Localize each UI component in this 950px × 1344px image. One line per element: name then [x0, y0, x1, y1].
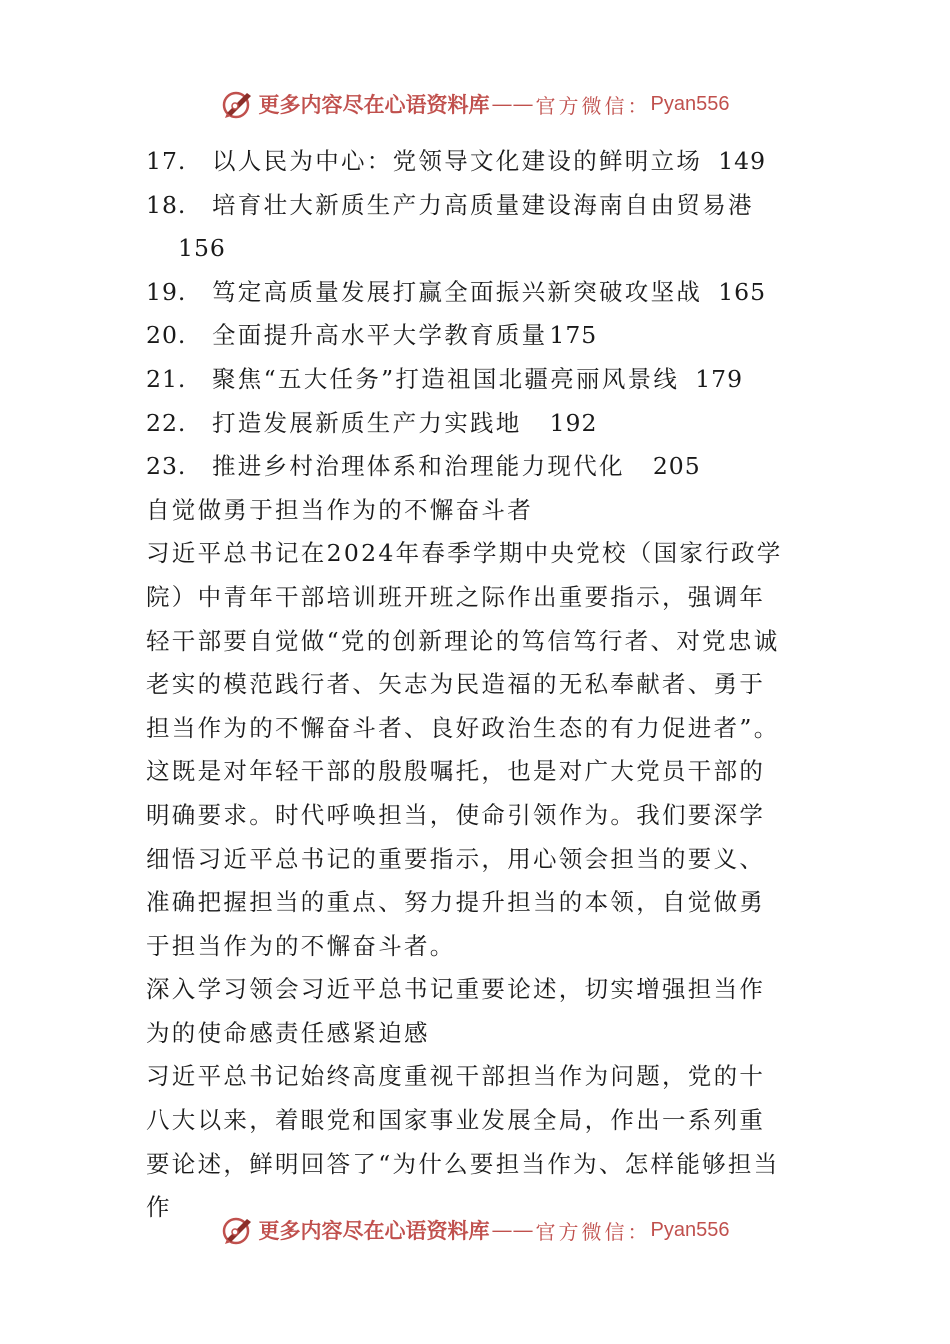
toc-page: 149 — [718, 147, 767, 175]
banner-dash: —— — [491, 92, 534, 116]
toc-number: 18. — [146, 190, 187, 219]
banner-dash: —— — [491, 1218, 534, 1242]
toc-number: 21. — [146, 364, 187, 393]
banner-label: 官方微信： — [535, 1219, 651, 1244]
toc-entry[interactable] — [146, 445, 786, 489]
toc-title: 全面提升高水平大学教育质量175 — [212, 321, 598, 350]
footer-banner — [0, 1210, 950, 1250]
banner-wechat-id: Pyan556 — [650, 1218, 730, 1241]
article-paragraph: 习近平总书记始终高度重视干部担当作为问题，党的十八大以来，着眼党和国家事业发展全局，作出一系列重要论述，鲜明回答了“为什么要担当作为、怎样能够担当作 — [146, 1062, 780, 1222]
toc-title: 笃定高质量发展打赢全面振兴新突破攻坚战 165 — [212, 277, 767, 306]
toc-page: 205 — [652, 452, 701, 481]
banner-label: 官方微信： — [535, 93, 651, 118]
toc-page: 175 — [549, 321, 598, 350]
toc-page: 156 — [178, 234, 226, 263]
toc-number: 22. — [146, 408, 187, 437]
toc-entry[interactable] — [146, 271, 786, 315]
toc-page: 192 — [549, 408, 598, 437]
toc-number: 17. — [146, 147, 187, 175]
toc-entry[interactable] — [146, 140, 786, 184]
toc-title: 推进乡村治理体系和治理能力现代化 205 — [212, 452, 701, 481]
toc-number: 19. — [146, 277, 187, 306]
section-heading: 深入学习领会习近平总书记重要论述，切实增强担当作为的使命感责任感紧迫感 — [146, 975, 766, 1047]
toc-title: 聚焦“五大任务”打造祖国北疆亮丽风景线 179 — [212, 364, 744, 393]
toc-page: 179 — [695, 364, 744, 393]
banner-brand: 更多内容尽在心语资料库 — [258, 1218, 490, 1243]
article-paragraph: 习近平总书记在2024年春季学期中央党校（国家行政学院）中青年干部培训班开班之际作出重要指示，强调年轻干部要自觉做“党的创新理论的笃信笃行者、对党忠诚老实的模范践行者、矢志为民造福的无私奉献者、勇于担当作为的不懈奋斗者、良好政治生态的有力促进者”。这既是对年轻干部的殷殷嘱托，也是对广大党员干部的明确要求。时代呼唤担当，使命引领作为。我们要深学细悟习近平总书记的重要指示，用心领会担当的要义、准确把握担当的重点、努力提升担当的本领，自觉做勇于担当作为的不懈奋斗者。 — [146, 539, 783, 960]
toc-entry[interactable] — [146, 314, 786, 358]
article-title: 自觉做勇于担当作为的不懈奋斗者 — [146, 495, 533, 524]
toc-entry[interactable] — [146, 184, 786, 271]
banner-brand: 更多内容尽在心语资料库 — [258, 92, 490, 117]
pen-logo-icon — [221, 1213, 255, 1247]
toc-number: 23. — [146, 452, 187, 481]
toc-title: 培育壮大新质生产力高质量建设海南自由贸易港 156 — [212, 184, 754, 271]
toc-number: 20. — [146, 321, 187, 350]
document-body — [146, 140, 786, 1230]
toc-title: 打造发展新质生产力实践地 192 — [212, 408, 598, 437]
pen-logo-icon — [221, 87, 255, 121]
banner-wechat-id: Pyan556 — [650, 92, 730, 115]
header-banner — [0, 84, 950, 124]
toc-title: 以人民为中心：党领导文化建设的鲜明立场 149 — [212, 147, 767, 175]
toc-entry[interactable] — [146, 358, 786, 402]
toc-page: 165 — [718, 277, 767, 306]
toc-entry[interactable] — [146, 402, 786, 446]
